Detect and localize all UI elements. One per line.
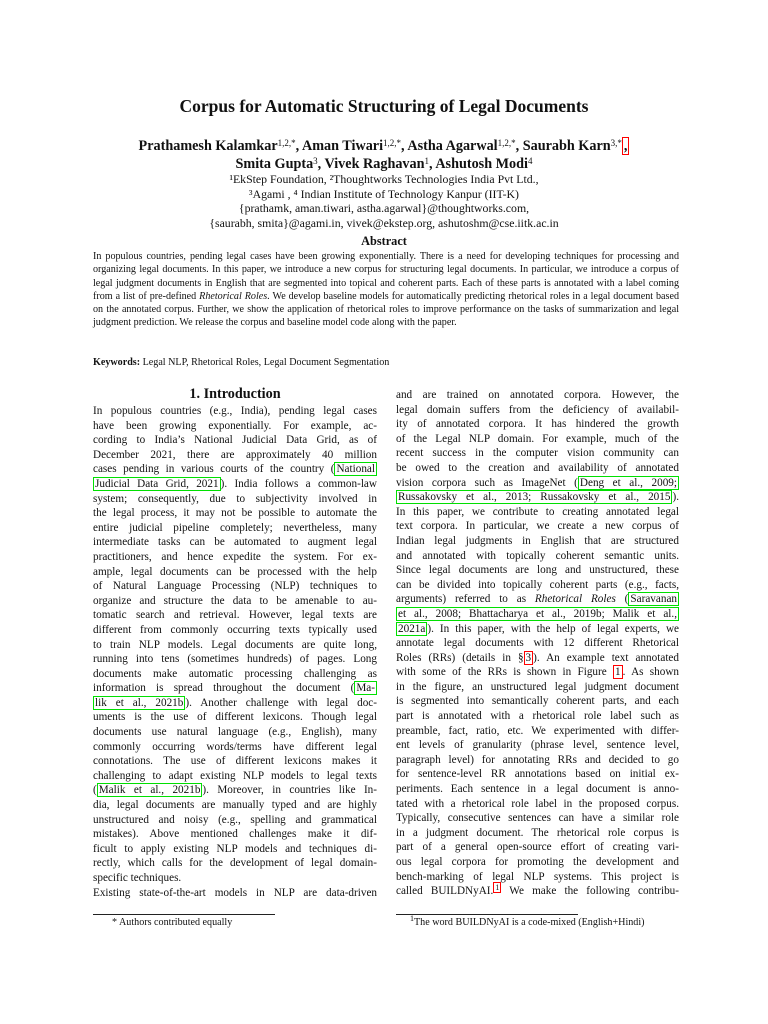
- text-line: system; consequently, due to subjectivity involved in: [93, 492, 377, 505]
- text-line: documents make automatic processing challenging as: [93, 667, 377, 680]
- affiliation-line: ¹EkStep Foundation, ²Thoughtworks Technologies India Pvt Ltd.,: [229, 172, 539, 186]
- text-line: [93, 681, 377, 696]
- text-line: intermediate tasks can be automated to augment legal: [93, 536, 377, 549]
- text-span: ). India follows a common-law: [220, 477, 377, 490]
- abstract-text: [93, 250, 679, 330]
- author-separator: ,: [317, 156, 325, 172]
- citation-link[interactable]: National: [336, 463, 375, 476]
- author-affiliation-mark: 1: [424, 156, 429, 166]
- text-line: is segmented into semantically coherent parts, and each: [396, 695, 679, 708]
- author-name: Aman Tiwari: [301, 138, 384, 154]
- text-line: to train NLP models. Legal documents are quite long,: [93, 638, 377, 651]
- author-name: Smita Gupta: [235, 156, 314, 172]
- footnote-rule: [93, 914, 275, 915]
- footnote-text: The word BUILDNyAI is a code-mixed (English+Hindi): [414, 917, 645, 928]
- author-list: [0, 137, 768, 173]
- author-name: Ashutosh Modi: [435, 156, 528, 172]
- text-span: information is spread throughout the document (: [93, 682, 355, 695]
- text-span: We make the following contribu-: [501, 885, 679, 898]
- citation-link[interactable]: Russakovsky et al., 2013; Russakovsky et al., 2015: [398, 491, 671, 504]
- text-line: tated with a rhetorical role label in the proposed corpus.: [396, 797, 679, 810]
- citation-link[interactable]: et al., 2008; Bhattacharya et al., 2019b; Malik et al.,: [398, 607, 677, 620]
- citation-link[interactable]: 2021a: [398, 622, 426, 635]
- text-line: periments. Each sentence in a legal document is anno-: [396, 783, 679, 796]
- footnote-rule: [396, 914, 578, 915]
- text-span: arguments) referred to as: [396, 593, 535, 606]
- citation-link[interactable]: Deng et al., 2009;: [579, 476, 677, 489]
- abstract-part: . We develop baseline models for automatically predicting rhetorical roles in a legal document based on the annotated corpus. Further, we show the application of rhetorical roles to improve performance on the tasks of summarization and legal judgment prediction. We release the corpus and baseline model code along with the paper.: [93, 290, 679, 329]
- author-affiliation-mark: 1,2,*: [277, 138, 296, 148]
- text-line: dia, legal documents are manually typed and are highly: [93, 799, 377, 812]
- text-line: ity of annotated corpora. It has hindered the growth: [396, 418, 679, 431]
- text-line: and are trained on annotated corpora. However, the: [396, 389, 679, 401]
- text-line: of Natural Language Processing (NLP) techniques to: [93, 580, 377, 593]
- footnote-link-box[interactable]: [622, 137, 630, 155]
- author-affiliation-mark: 4: [527, 156, 533, 166]
- text-line: [93, 783, 377, 798]
- text-span: ).: [672, 491, 679, 504]
- text-line: recent success in the computer vision community can: [396, 447, 679, 460]
- text-line: organize and structure the data to be amenable to au-: [93, 594, 377, 607]
- text-line: ent levels of granularity (phrase level, sentence level,: [396, 739, 679, 752]
- text-line: ous legal corpora for promoting the development and: [396, 856, 679, 868]
- text-line: running into tens (sometimes hundreds) of pages. Long: [93, 653, 377, 666]
- text-line: challenging to adapt existing NLP models to legal texts: [93, 769, 377, 782]
- text-line: have been growing exponentially. For example, ac-: [93, 419, 377, 432]
- text-line: [396, 665, 679, 680]
- author-affiliation-mark: 3,*: [610, 138, 622, 148]
- text-line: Typically, consecutive sentences can have a similar role: [396, 812, 679, 825]
- footnote-link[interactable]: 1: [495, 883, 500, 893]
- text-line: Existing state-of-the-art models in NLP are data-driven: [93, 886, 377, 899]
- right-column: [396, 388, 679, 899]
- figure-link[interactable]: 1: [615, 666, 621, 679]
- affiliation-line: ³Agami , ⁴ Indian Institute of Technology Kanpur (IIT-K): [249, 186, 519, 201]
- text-span: (: [93, 784, 97, 797]
- text-line: In populous countries (e.g., India), pending legal cases: [93, 405, 377, 417]
- paper-title: Corpus for Automatic Structuring of Legal Documents: [179, 96, 589, 116]
- abstract-italic-term: Rhetorical Roles: [199, 290, 268, 302]
- text-line: Indian legal judgments in English that are structured: [396, 534, 679, 547]
- keywords-label: Keywords:: [93, 357, 141, 368]
- footnote-buildnyai: [410, 914, 645, 928]
- text-span: called BUILDNyAI.: [396, 885, 494, 898]
- text-span: ). In this paper, with the help of legal experts, we: [427, 622, 679, 635]
- text-line: the legal process, it may not be possible to automate the: [93, 507, 377, 520]
- author-name: Prathamesh Kalamkar: [138, 138, 278, 154]
- text-line: different from commonly occurring texts typically used: [93, 623, 377, 636]
- abstract-heading: Abstract: [361, 234, 407, 248]
- author-affiliation-mark: 1,2,*: [497, 138, 516, 148]
- author-name: Saurabh Karn: [522, 138, 611, 154]
- author-affiliation-mark: 1,2,*: [383, 138, 402, 148]
- text-line: [93, 696, 377, 711]
- text-line: December 2021, there are approximately 40 million: [93, 448, 377, 461]
- footnote-mark: 1: [410, 914, 414, 923]
- text-line: in the figure, an unstructured legal judgment document: [396, 680, 679, 693]
- author-name: Vivek Raghavan: [324, 156, 425, 172]
- text-line: Since legal documents are long and unstructured, these: [396, 564, 679, 577]
- text-line: [93, 462, 377, 477]
- text-span: ). Moreover, in countries like In-: [202, 784, 378, 797]
- text-line: text corpora. In particular, we create a new corpus of: [396, 520, 679, 533]
- citation-link[interactable]: lik et al., 2021b: [95, 696, 184, 709]
- author-line-2: [0, 155, 768, 173]
- author-separator: ,: [401, 138, 408, 154]
- citation-link[interactable]: Malik et al., 2021b: [98, 784, 201, 797]
- text-line: tomatic search and retrieval. However, legal texts are: [93, 609, 377, 622]
- text-line: [396, 651, 679, 666]
- text-line: in a judgment document. The rhetorical role corpus is: [396, 826, 679, 839]
- text-line: cording to India’s National Judicial Data Grid, as of: [93, 434, 377, 447]
- text-line: practitioners, and hence expedite the system. For ex-: [93, 550, 377, 563]
- text-line: [396, 884, 679, 899]
- text-line: ample, legal documents can be processed with the help: [93, 565, 377, 578]
- text-line: specific techniques.: [93, 872, 182, 884]
- text-line: [396, 592, 679, 607]
- text-line: mistakes). Above mentioned challenges make it dif-: [93, 828, 377, 841]
- keywords-list: Legal NLP, Rhetorical Roles, Legal Document Segmentation: [140, 357, 390, 368]
- citation-link[interactable]: Judicial Data Grid, 2021: [95, 477, 219, 490]
- text-line: part of a general open-source effort of creating vari-: [396, 841, 679, 854]
- author-separator: ,: [295, 138, 302, 154]
- text-span: vision corpora such as ImageNet (: [396, 476, 578, 489]
- text-line: unstructured and noisy (e.g., spelling and grammatical: [93, 813, 377, 826]
- email-line: {saurabh, smita}@agami.in, vivek@ekstep.org, ashutoshm@cse.iitk.ac.in: [209, 215, 559, 230]
- text-line: entire judicial pipeline completely; nevertheless, many: [93, 521, 377, 534]
- text-line: ficult to apply existing NLP models and techniques di-: [93, 842, 377, 855]
- text-line: can be divided into topically coherent parts (e.g., facts,: [396, 578, 679, 591]
- text-line: and annotated with topically coherent semantic units.: [396, 549, 679, 562]
- affiliations: [0, 172, 768, 230]
- text-line: be owed to the creation and availability of annotated: [396, 461, 679, 474]
- text-line: [396, 476, 679, 491]
- author-separator: ,: [515, 138, 523, 154]
- footnote-equal-contribution: * Authors contributed equally: [112, 917, 233, 928]
- abstract-part: In populous countries, pending legal cases have been growing exponentially. There is a need for developing techniques for processing and organizing legal documents. In this paper, we introduce a new corpus for structuring legal documents. In particular, we introduce a corpus of legal judgment documents in English that are segmented into topical and coherent parts. Each of these parts is annotated with a label coming from a list of pre-defined: [93, 251, 679, 302]
- text-line: legal domain suffers from the deficiency of availabil-: [396, 403, 679, 416]
- italic-term: Rhetorical Roles: [534, 593, 616, 606]
- citation-link[interactable]: Saravanan: [630, 593, 677, 606]
- text-line: [93, 477, 377, 492]
- author-line-1: [0, 137, 768, 155]
- text-span: ). Another challenge with legal doc-: [185, 696, 377, 709]
- text-span: with some of the RRs is shown in Figure: [396, 666, 613, 679]
- text-line: rectly, which calls for the development of legal domain-: [93, 857, 377, 870]
- text-span: (: [615, 593, 629, 606]
- text-line: [396, 622, 679, 637]
- section-heading: 1. Introduction: [189, 386, 281, 402]
- keywords: [93, 357, 679, 368]
- citation-link[interactable]: Ma-: [356, 682, 375, 695]
- text-line: bench-marking of legal NLP systems. This project is: [396, 870, 679, 883]
- text-line: preamble, fact, ratio, etc. We experimented with differ-: [396, 724, 679, 737]
- author-separator: ,: [429, 156, 436, 172]
- text-line: paragraph level) for annotating RRs and decided to go: [396, 753, 679, 766]
- text-span: ). An example text annotated: [533, 651, 679, 664]
- text-line: In this paper, we contribute to creating annotated legal: [396, 505, 679, 518]
- text-line: connotations. The use of different lexicons makes it: [93, 755, 377, 768]
- text-line: for sentence-level RR annotations based on initial ex-: [396, 768, 679, 781]
- text-line: annotate legal documents with 12 different Rhetorical: [396, 637, 679, 650]
- text-span: . As shown: [622, 666, 680, 679]
- section-link[interactable]: 3: [525, 651, 532, 664]
- text-line: part is annotated with a rhetorical role label such as: [396, 710, 679, 723]
- text-line: of the Legal NLP domain. For example, much of the: [396, 432, 679, 445]
- author-affiliation-mark: 3: [313, 156, 318, 166]
- email-line: {prathamk, aman.tiwari, astha.agarwal}@thoughtworks.com,: [238, 201, 530, 216]
- text-line: [396, 490, 679, 505]
- author-name: Astha Agarwal: [407, 138, 498, 154]
- text-line: commonly occurring words/terms have different legal: [93, 740, 377, 753]
- author-separator: ,: [623, 138, 628, 154]
- text-span: cases pending in various courts of the country (: [93, 463, 335, 476]
- text-line: [396, 607, 679, 622]
- text-span: Roles (RRs) (details in §: [396, 651, 524, 664]
- text-line: documents use natural language (e.g., English), many: [93, 726, 377, 739]
- text-line: uments is the use of different lexicons. Though legal: [93, 711, 377, 724]
- left-column: [93, 404, 377, 900]
